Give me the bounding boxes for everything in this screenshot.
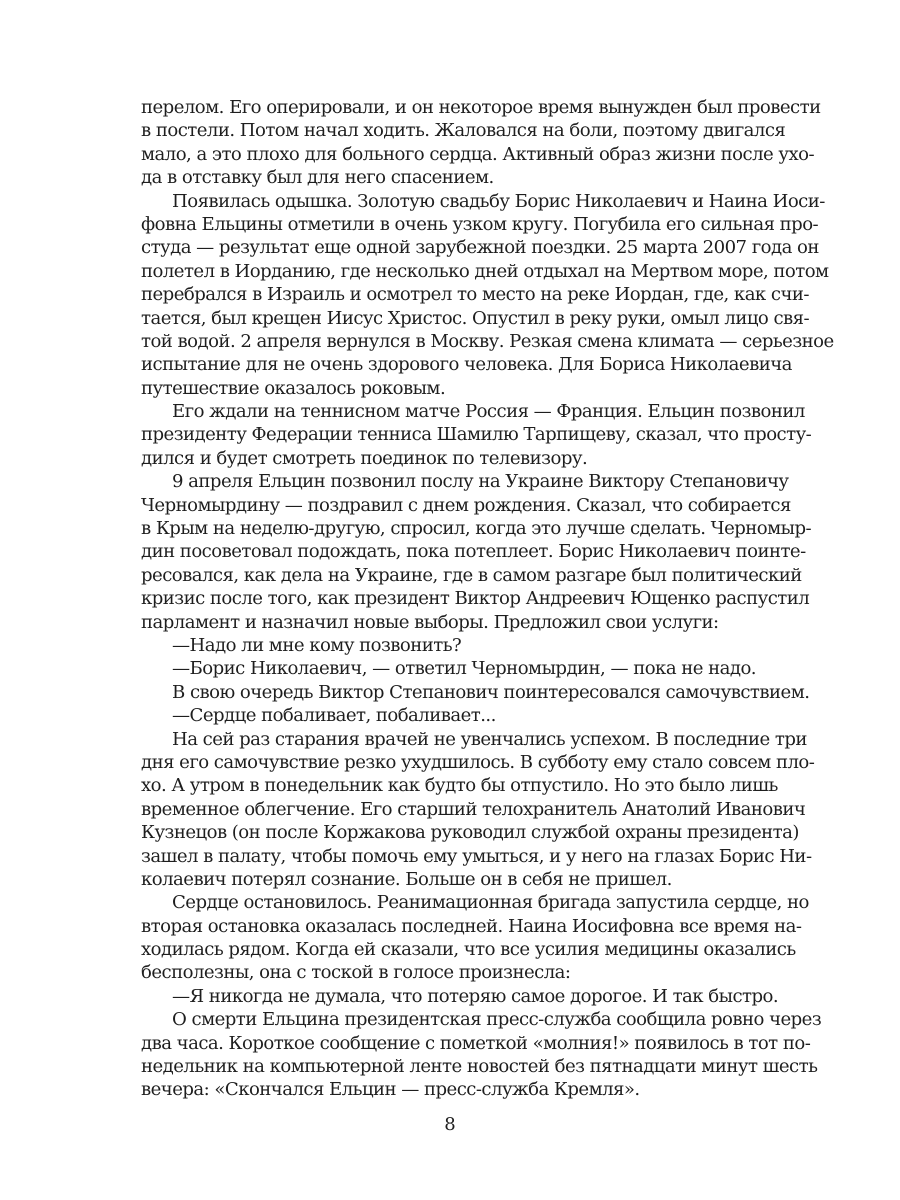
text-line: путешествие оказалось роковым. — [141, 377, 446, 399]
text-line: недельник на компьютерной ленте новостей без пятнадцати минут шесть — [141, 1056, 818, 1078]
text-line: вечера: «Скончался Ельцин — пресс-служба Кремля». — [141, 1079, 640, 1101]
text-line: испытание для не очень здорового человека. Для Бориса Николаевича — [141, 354, 792, 376]
text-line: бесполезны, она с тоской в голосе произнесла: — [141, 962, 571, 984]
text-line: —Сердце побаливает, побаливает... — [172, 705, 496, 727]
text-line: президенту Федерации тенниса Шамилю Тарпищеву, сказал, что просту- — [141, 424, 812, 446]
text-line: мало, а это плохо для больного сердца. Активный образ жизни после ухо- — [141, 143, 815, 165]
text-line: Черномырдину — поздравил с днем рождения. Сказал, что собирается — [141, 494, 791, 516]
text-line: зашел в палату, чтобы помочь ему умыться, и у него на глазах Борис Ни- — [141, 845, 812, 867]
text-line: в постели. Потом начал ходить. Жаловался на боли, поэтому двигался — [141, 120, 786, 142]
text-line: Его ждали на теннисном матче Россия — Франция. Ельцин позвонил — [172, 401, 805, 423]
text-line: ресовался, как дела на Украине, где в самом разгаре был политический — [141, 564, 802, 586]
text-line: —Борис Николаевич, — ответил Черномырдин, — пока не надо. — [172, 658, 757, 680]
text-line: студа — результат еще одной зарубежной поездки. 25 марта 2007 года он — [141, 237, 819, 259]
text-line: тается, был крещен Иисус Христос. Опустил в реку руки, омыл лицо свя- — [141, 307, 810, 329]
page-number: 8 — [444, 1114, 456, 1135]
text-line: кризис после того, как президент Виктор Андреевич Ющенко распустил — [141, 588, 810, 610]
text-line: перелом. Его оперировали, и он некоторое время вынужден был провести — [141, 97, 821, 118]
body-text — [141, 96, 834, 1102]
text-line: дился и будет смотреть поединок по телевизору. — [141, 447, 588, 469]
text-line: той водой. 2 апреля вернулся в Москву. Резкая смена климата — серьезное — [141, 330, 834, 352]
text-line: —Я никогда не думала, что потеряю самое дорогое. И так быстро. — [172, 985, 779, 1007]
text-line: фовна Ельцины отметили в очень узком кругу. Погубила его сильная про- — [141, 213, 819, 235]
text-line: временное облегчение. Его старший телохранитель Анатолий Иванович — [141, 798, 806, 820]
text-line: В свою очередь Виктор Степанович поинтересовался самочувствием. — [172, 681, 810, 703]
text-line: да в отставку был для него спасением. — [141, 167, 494, 189]
text-line: —Надо ли мне кому позвонить? — [172, 634, 462, 656]
text-line: ходилась рядом. Когда ей сказали, что все усилия медицины оказались — [141, 939, 796, 961]
text-line: 9 апреля Ельцин позвонил послу на Украине Виктору Степановичу — [172, 471, 789, 493]
text-line: О смерти Ельцина президентская пресс-служба сообщила ровно через — [172, 1009, 822, 1031]
text-line: два часа. Короткое сообщение с пометкой «молния!» появилось в тот по- — [141, 1032, 811, 1054]
text-line: парламент и назначил новые выборы. Предложил свои услуги: — [141, 611, 719, 633]
text-line: хо. А утром в понедельник как будто бы отпустило. Но это было лишь — [141, 775, 778, 797]
text-line: На сей раз старания врачей не увенчались успехом. В последние три — [172, 728, 807, 750]
text-line: Сердце остановилось. Реанимационная бригада запустила сердце, но — [172, 892, 809, 914]
text-line: дня его самочувствие резко ухудшилось. В субботу ему стало совсем пло- — [141, 751, 815, 773]
text-line: дин посоветовал подождать, пока потеплеет. Борис Николаевич поинте- — [141, 541, 806, 563]
text-line: полетел в Иорданию, где несколько дней отдыхал на Мертвом море, потом — [141, 260, 829, 282]
text-line: перебрался в Израиль и осмотрел то место на реке Иордан, где, как счи- — [141, 284, 809, 306]
text-line: вторая остановка оказалась последней. Наина Иосифовна все время на- — [141, 915, 802, 937]
text-line: колаевич потерял сознание. Больше он в себя не пришел. — [141, 868, 672, 890]
text-line: в Крым на неделю-другую, спросил, когда это лучше сделать. Черномыр- — [141, 518, 812, 540]
text-line: Появилась одышка. Золотую свадьбу Борис Николаевич и Наина Иоси- — [172, 190, 825, 212]
text-line: Кузнецов (он после Коржакова руководил службой охраны президента) — [141, 822, 799, 844]
